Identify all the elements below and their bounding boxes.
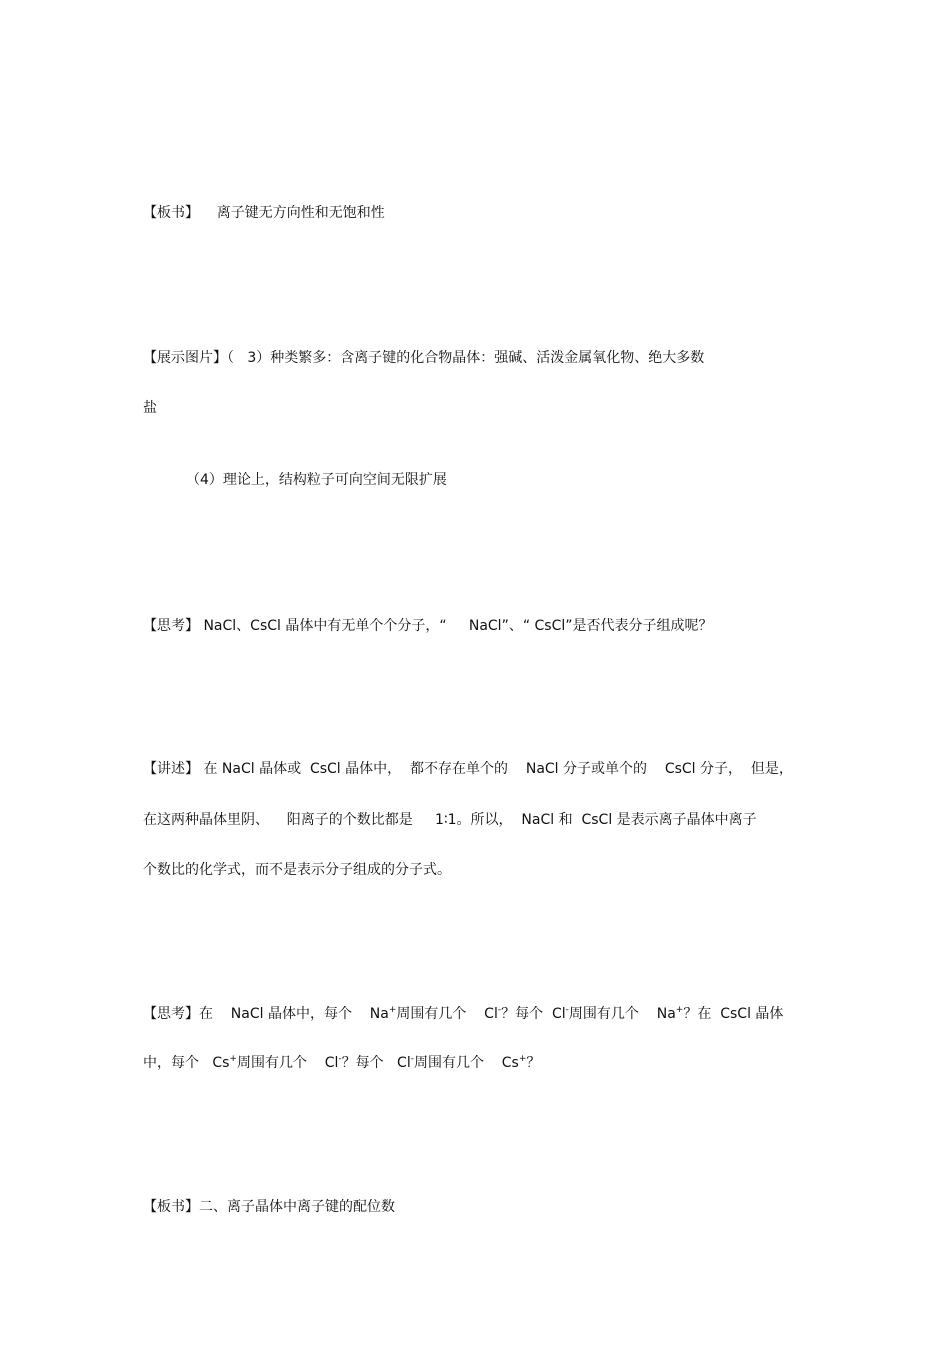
board-note-2: 【板书】二、离子晶体中离子键的配位数 [143,1199,395,1215]
thinking-question-2-line-1 [143,1004,783,1024]
text-segment: 周围有几个 Cl [236,1055,339,1071]
lecture-line-1: 【讲述】 在 NaCl 晶体或 CsCl 晶体中， 都不存在单个的 NaCl 分子或单个的 CsCl 分子， 但是， [143,761,793,777]
board-note-1: 【板书】 离子键无方向性和无饱和性 [143,205,385,221]
text-segment: 周围有几个 Cl [396,1006,498,1022]
superscript: + [518,1054,527,1064]
thinking-question-2-line-2 [143,1053,540,1073]
superscript: + [229,1054,237,1064]
show-picture-line: 【展示图片】（ 3）种类繁多：含离子键的化合物晶体：强碱、活泼金属氧化物、绝大多数 [143,350,705,366]
point-4-line: （4）理论上，结构粒子可向空间无限扩展 [186,472,447,488]
text-segment: ？ [526,1055,541,1071]
text-segment: 【思考】在 NaCl 晶体中，每个 Na [143,1006,389,1022]
superscript: - [338,1054,342,1064]
text-segment: ？每个 Cl [341,1055,411,1071]
text-segment: 周围有几个 Na [568,1006,676,1022]
superscript: - [497,1005,502,1015]
thinking-question-1: 【思考】 NaCl、CsCl 晶体中有无单个个分子，“ NaCl”、“ CsCl”是否代表分子组成呢？ [143,618,713,634]
superscript: - [410,1054,414,1064]
superscript: - [565,1005,569,1015]
lecture-line-2: 在这两种晶体里阴、 阳离子的个数比都是 1∶1。所以， NaCl 和 CsCl 是表示离子晶体中离子 [143,812,757,828]
text-segment: 周围有几个 Cs [413,1055,519,1071]
text-segment: ？在 CsCl 晶体 [683,1006,784,1022]
text-segment: ？每个 Cl [501,1006,566,1022]
superscript: + [388,1005,397,1015]
show-picture-continuation: 盐 [143,400,157,416]
lecture-line-3: 个数比的化学式，而不是表示分子组成的分子式。 [143,862,451,878]
text-segment: 中，每个 Cs [143,1055,230,1071]
superscript: + [675,1005,684,1015]
